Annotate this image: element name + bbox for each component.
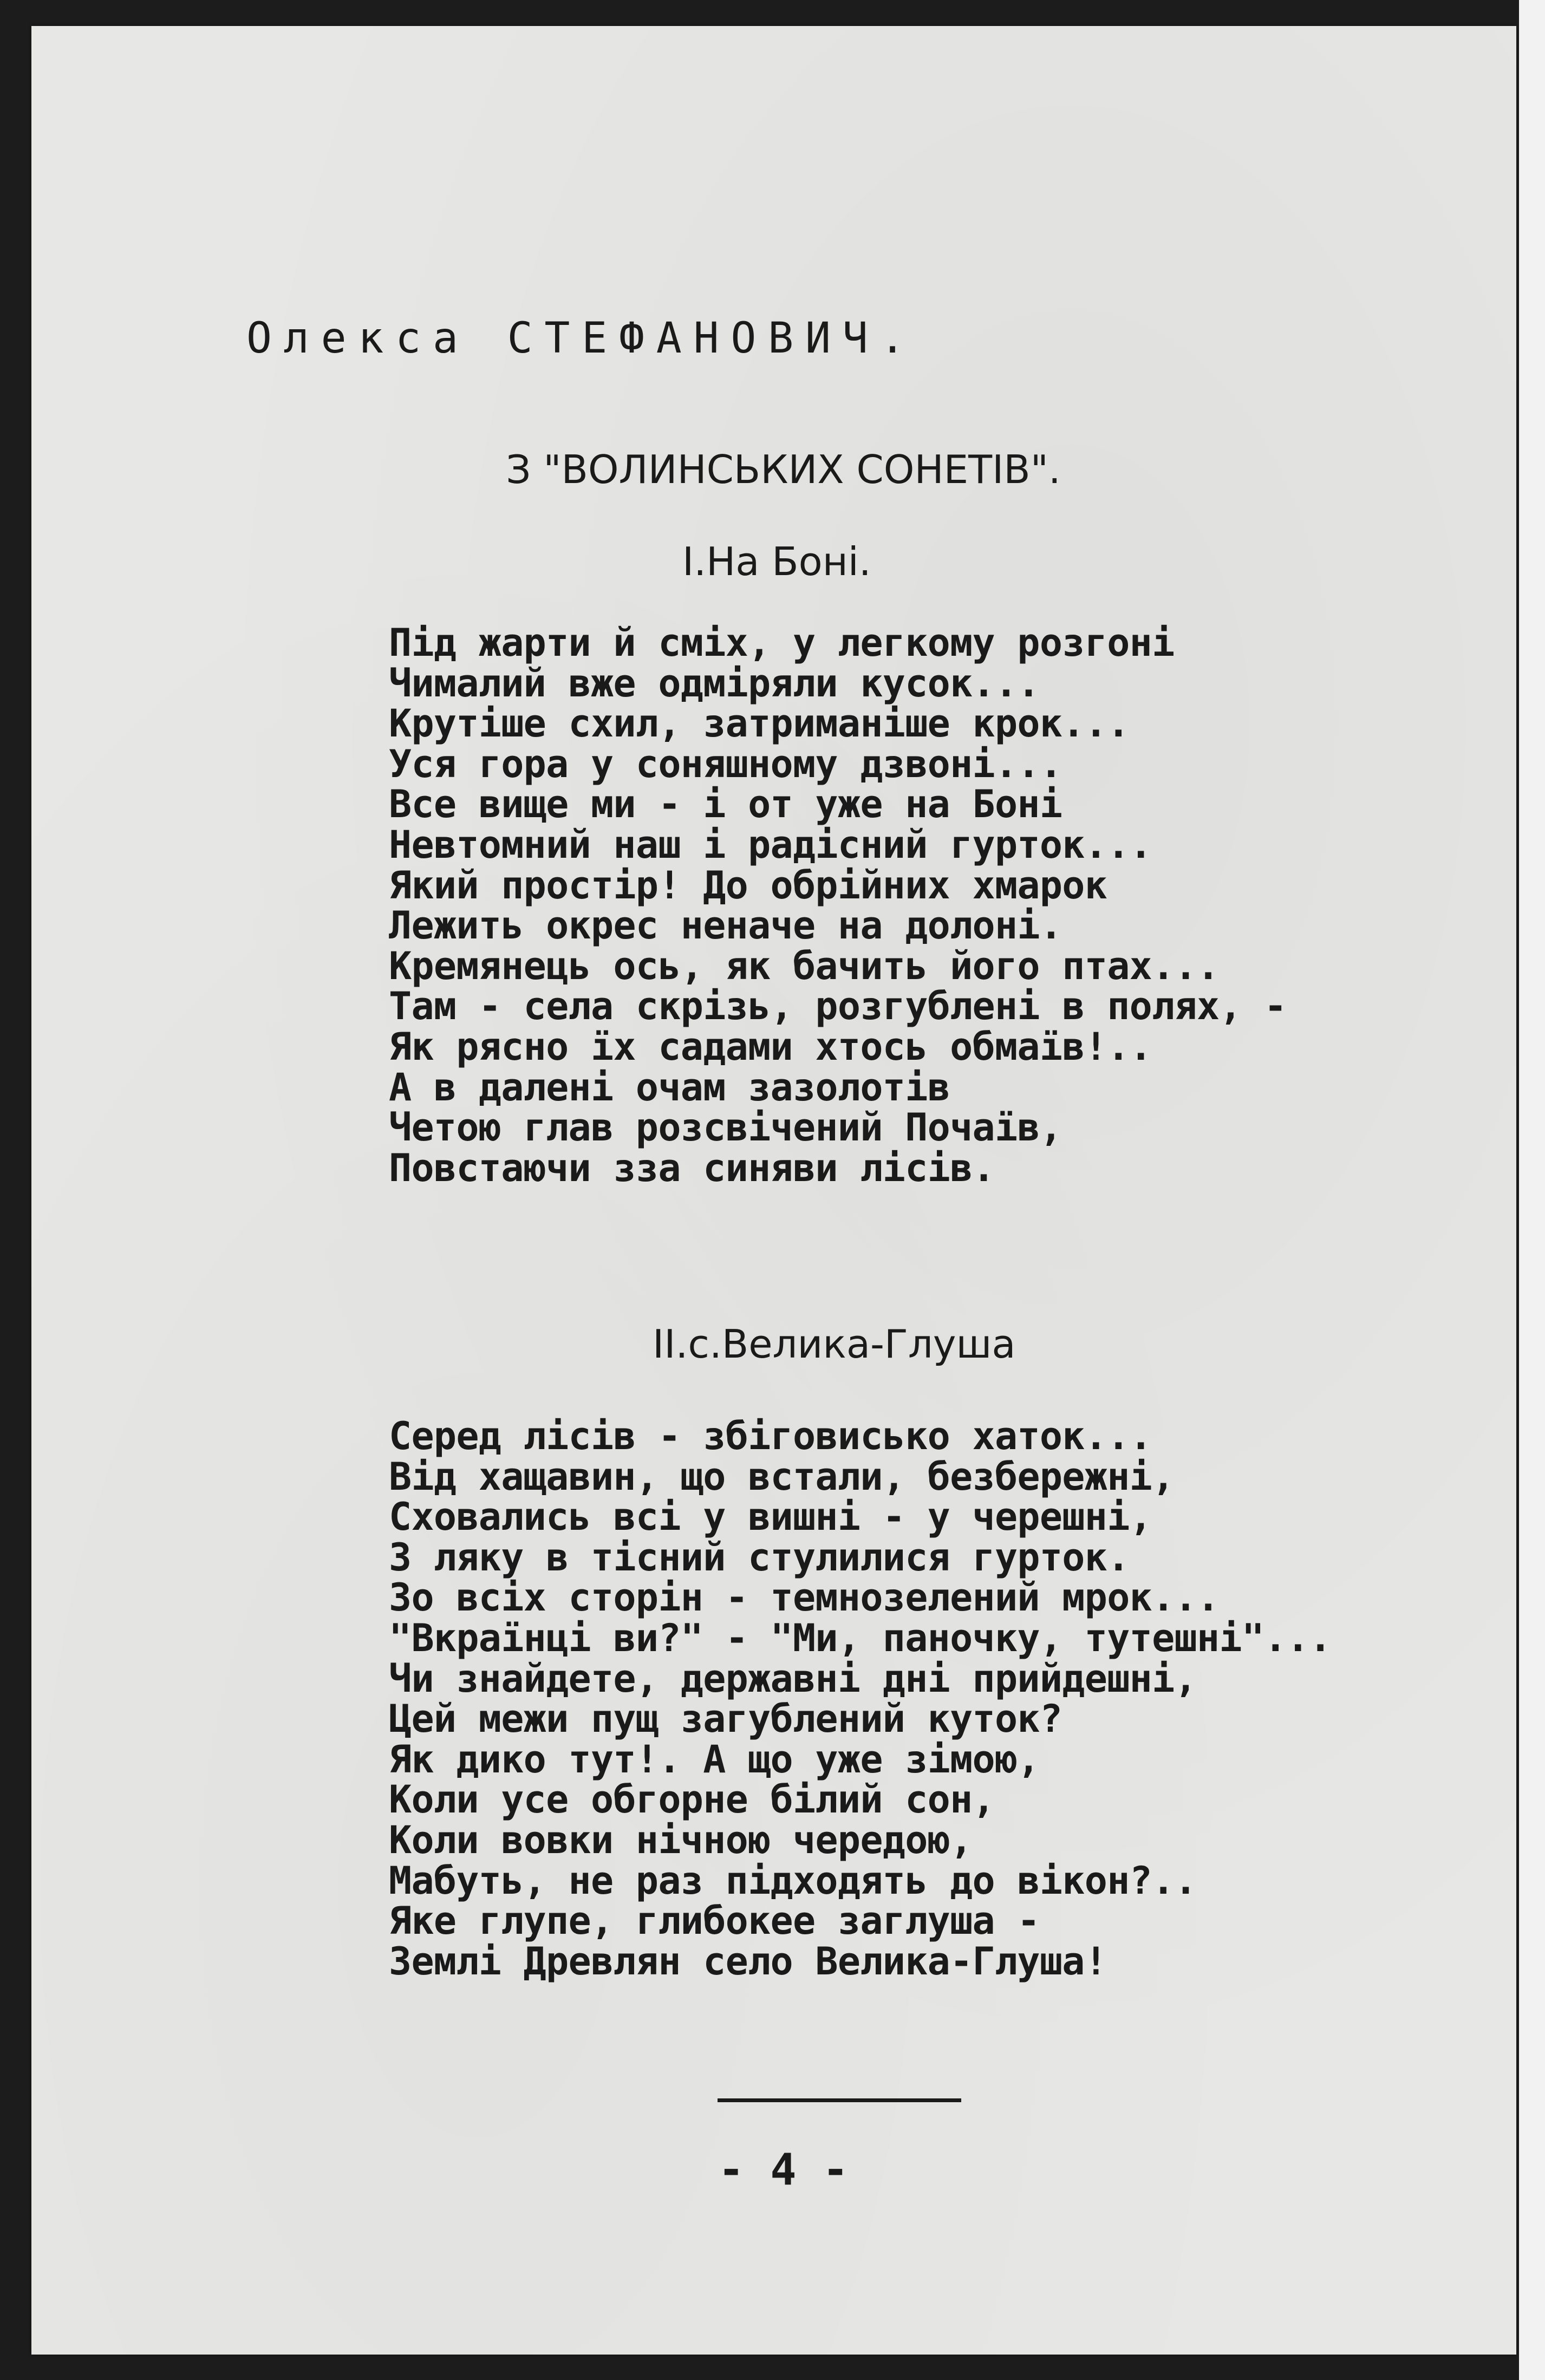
sonnet-title-2: II.с.Велика-Глуша <box>653 1321 1016 1367</box>
poem-line: Сховались всі у вишні - у черешні, <box>389 1495 1152 1540</box>
poem-line: Повстаючи зза синяви лісів. <box>389 1145 995 1190</box>
poem-line: Серед лісів - збіговисько хаток... <box>389 1414 1152 1458</box>
poem-line: Під жарти й сміх, у легкому розгоні <box>389 621 1175 665</box>
poem-line: Коли усе обгорне білий сон, <box>389 1777 995 1822</box>
poem-line: Як рясно їх садами хтось обмаїв!.. <box>389 1024 1152 1069</box>
poem-line: Невтомний наш і радісний гурток... <box>389 822 1152 867</box>
author-name: Олекса СТЕФАНОВИЧ. <box>246 314 917 363</box>
document-page <box>31 26 1516 2355</box>
poem-line: Чи знайдете, державні дні прийдешні, <box>389 1656 1197 1701</box>
divider-rule <box>718 2098 961 2102</box>
collection-title: З "ВОЛИНСЬКИХ СОНЕТІВ". <box>506 447 1061 492</box>
poem-line: Яке глупе, глибокее заглуша - <box>389 1899 1040 1944</box>
poem-line: Мабуть, не раз підходять до вікон?.. <box>389 1858 1197 1903</box>
poem-line: Четою глав розсвічений Почаїв, <box>389 1105 1062 1150</box>
sonnet-1-text <box>389 623 1287 1188</box>
poem-line: Який простір! До обрійних хмарок <box>389 863 1107 908</box>
poem-line: А в далені очам зазолотів <box>389 1065 950 1110</box>
poem-line: Зо всіх сторін - темнозелений мрок... <box>389 1575 1220 1620</box>
sonnet-title-1: I.На Боні. <box>682 539 871 584</box>
poem-line: "Вкраїнці ви?" - "Ми, паночку, тутешні"... <box>389 1615 1332 1660</box>
poem-line: Цей межи пущ загублений куток? <box>389 1697 1062 1742</box>
poem-line: Чималий вже одміряли кусок... <box>389 661 1040 706</box>
page-edge <box>1519 0 1545 2380</box>
poem-line: Від хащавин, що встали, безбережні, <box>389 1454 1175 1499</box>
poem-line: Як дико тут!. А що уже зімою, <box>389 1737 1040 1782</box>
poem-line: Крутіше схил, затриманіше крок... <box>389 701 1130 746</box>
sonnet-2-text <box>389 1414 1332 1984</box>
poem-line: Кремянець ось, як бачить його птах... <box>389 943 1220 988</box>
poem-line: Коли вовки нічною чередою, <box>389 1817 973 1862</box>
poem-line: Уся гора у соняшному дзвоні... <box>389 741 1062 786</box>
page-number: - 4 - <box>718 2144 849 2195</box>
poem-line: Там - села скрізь, розгублені в полях, - <box>389 984 1287 1029</box>
poem-line: Все вище ми - і от уже на Боні <box>389 782 1062 827</box>
poem-line: Землі Древлян село Велика-Глуша! <box>389 1939 1107 1984</box>
poem-line: З ляку в тісний стулилися гурток. <box>389 1535 1130 1580</box>
poem-line: Лежить окрес неначе на долоні. <box>389 903 1062 948</box>
